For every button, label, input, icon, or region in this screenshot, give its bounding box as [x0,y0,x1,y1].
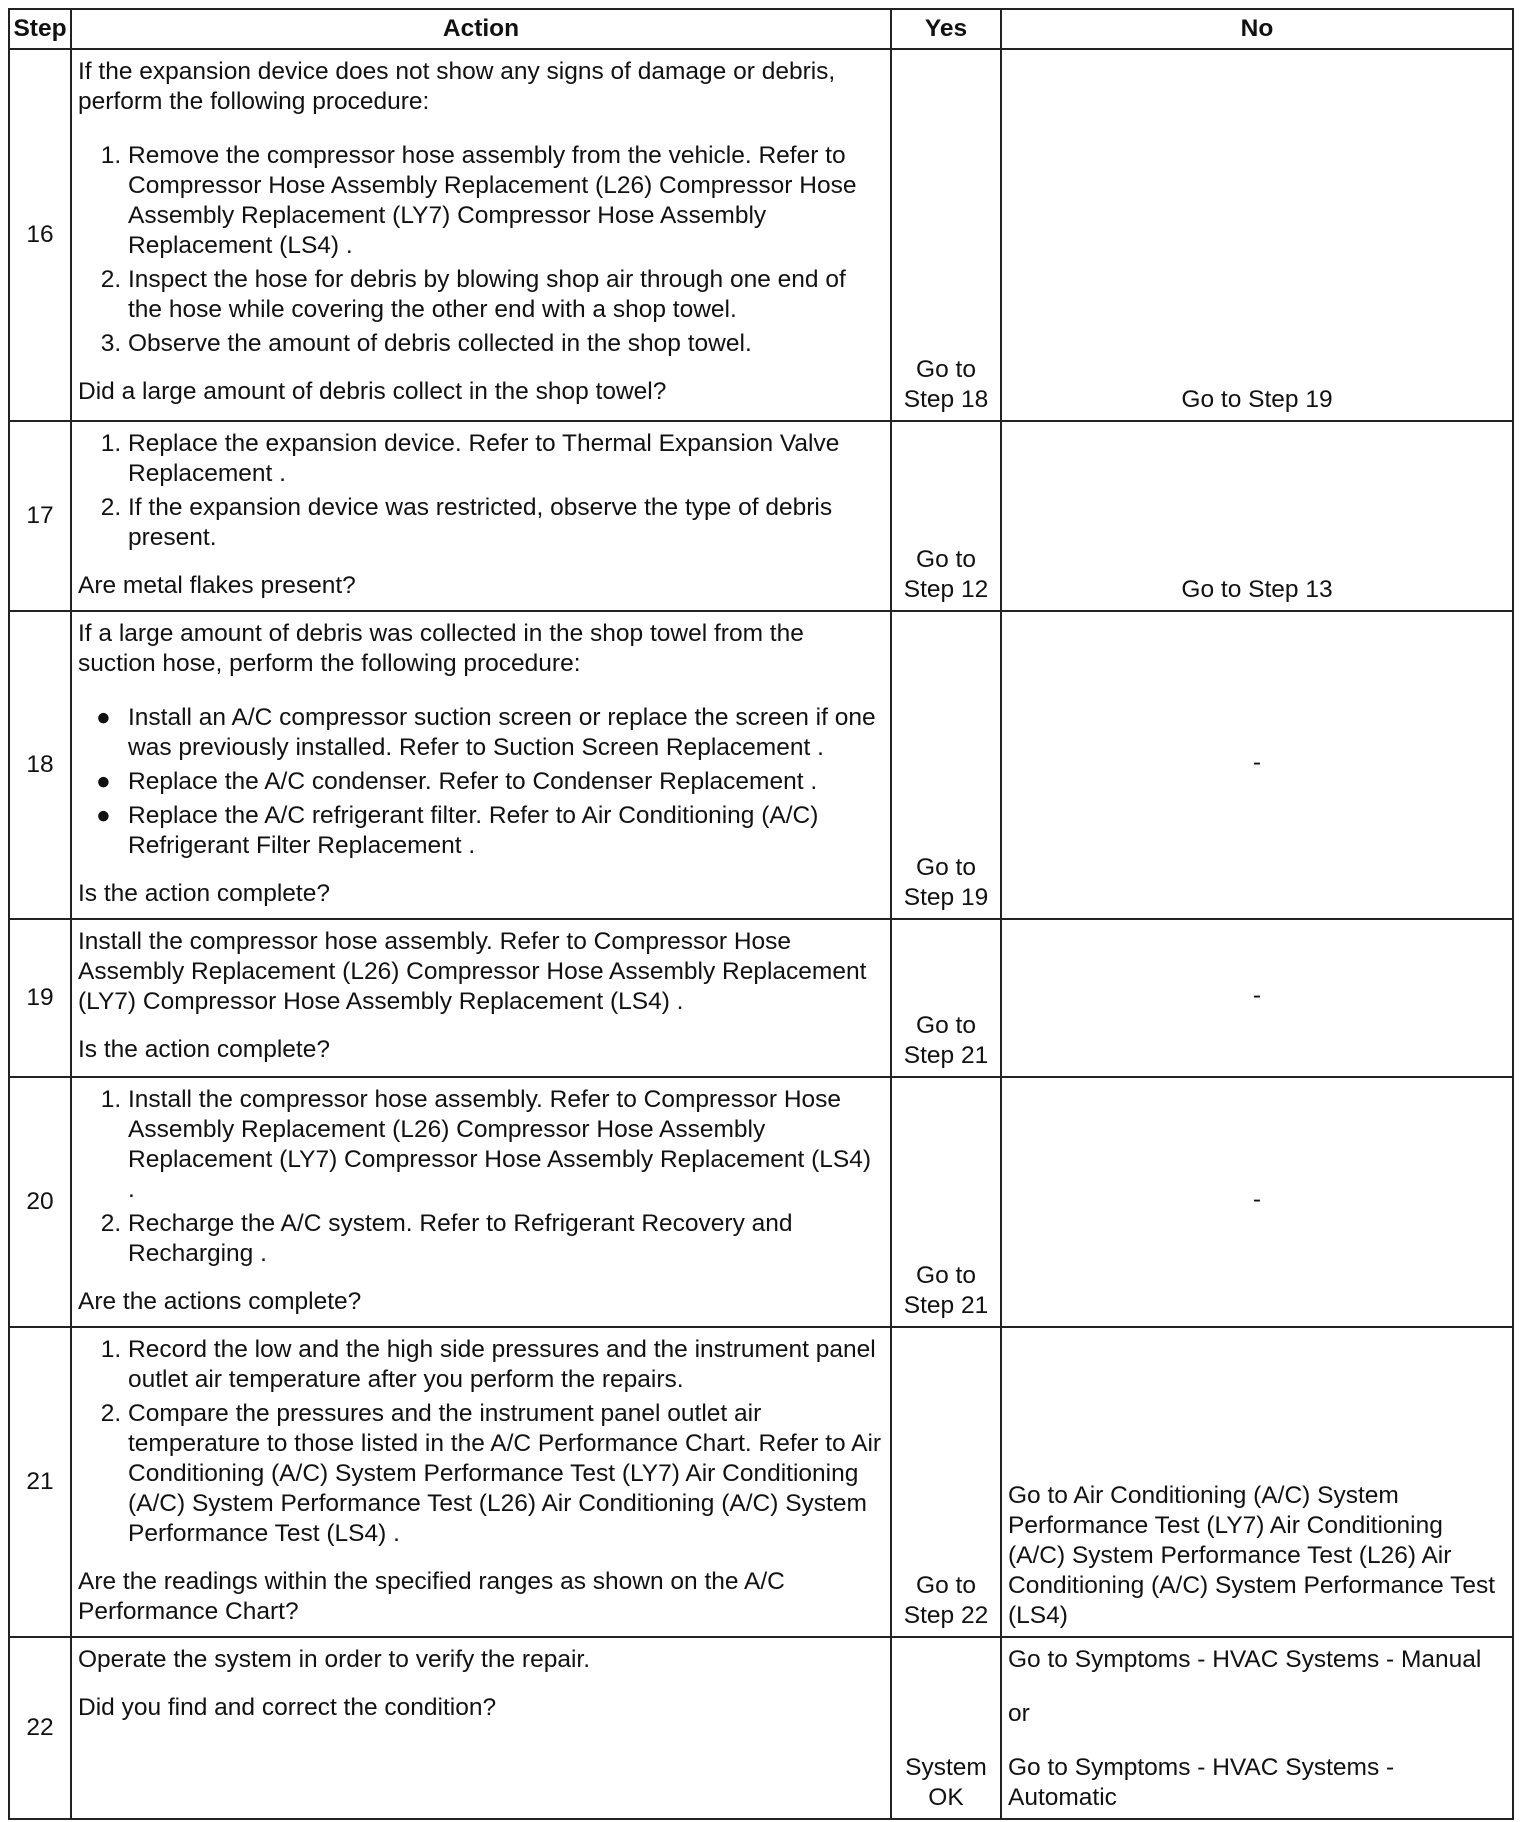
action-cell [71,1077,891,1327]
no-cell: Go to Step 19 [1001,49,1513,421]
numbered-list [78,1085,884,1269]
action-cell [71,1637,891,1819]
no-cell: Go to Step 13 [1001,421,1513,611]
yes-cell: Go to Step 12 [891,421,1001,611]
header-action: Action [71,9,891,49]
step-number: 19 [9,919,71,1077]
numbered-list [78,429,884,553]
action-question: Is the action complete? [78,1036,330,1063]
list-item: 2. Compare the pressures and the instrument panel outlet air temperature to those listed in the A/C Performance Chart. Refer to Air Conditioning (A/C) System Performance Test (LY7) Air Conditioning (A/C) System Performance Test (L26) Air Conditioning (A/C) System Performance Test (LS4) . [128,1399,884,1549]
list-item: 1. Install the compressor hose assembly. Refer to Compressor Hose Assembly Replacement (L26) Compressor Hose Assembly Replacement (LY7) Compressor Hose Assembly Replacement (LS4) . [128,1085,884,1205]
action-intro: Install the compressor hose assembly. Refer to Compressor Hose Assembly Replacement (L26) Compressor Hose Assembly Replacement (LY7) Compressor Hose Assembly Replacement (LS4) . [78,928,867,1015]
action-cell [71,611,891,919]
list-item-text: Replace the A/C condenser. Refer to Condenser Replacement . [128,768,818,795]
action-cell [71,49,891,421]
step-number: 16 [9,49,71,421]
diagnostic-table-page [8,8,1512,1820]
action-cell [71,919,891,1077]
step-number: 17 [9,421,71,611]
action-cell [71,421,891,611]
list-item [96,801,884,861]
header-yes: Yes [891,9,1001,49]
list-item: 1. Replace the expansion device. Refer to Thermal Expansion Valve Replacement . [128,429,884,489]
list-item-text: Install an A/C compressor suction screen or replace the screen if one was previously installed. Refer to Suction Screen Replacement . [128,704,876,761]
no-cell: - [1001,919,1513,1077]
no-line: or [1008,1700,1030,1727]
numbered-list [78,141,884,359]
yes-cell: Go to Step 21 [891,1077,1001,1327]
action-question: Did a large amount of debris collect in the shop towel? [78,378,667,405]
bullet-list [78,703,884,861]
list-item [96,703,884,763]
action-question: Did you find and correct the condition? [78,1694,497,1721]
step-number: 20 [9,1077,71,1327]
no-cell: - [1001,1077,1513,1327]
action-question: Are the readings within the specified ranges as shown on the A/C Performance Chart? [78,1568,785,1625]
table-row [9,919,1513,1077]
numbered-list [78,1335,884,1549]
list-item-text: Replace the A/C refrigerant filter. Refer to Air Conditioning (A/C) Refrigerant Filter Replacement . [128,802,819,859]
table-row [9,1327,1513,1637]
yes-cell: Go to Step 22 [891,1327,1001,1637]
list-item: 3. Observe the amount of debris collected in the shop towel. [128,329,884,359]
no-cell: - [1001,611,1513,919]
yes-cell: Go to Step 21 [891,919,1001,1077]
action-intro: If the expansion device does not show any signs of damage or debris, perform the following procedure: [78,58,836,115]
table-row [9,1637,1513,1819]
bullet-icon: ● [96,802,111,829]
action-cell [71,1327,891,1637]
step-number: 22 [9,1637,71,1819]
action-question: Are metal flakes present? [78,572,356,599]
no-cell [1001,1637,1513,1819]
table-row [9,49,1513,421]
list-item: 1. Remove the compressor hose assembly from the vehicle. Refer to Compressor Hose Assembly Replacement (L26) Compressor Hose Assembly Replacement (LY7) Compressor Hose Assembly Replacement (LS4) . [128,141,884,261]
yes-cell: System OK [891,1637,1001,1819]
step-number: 21 [9,1327,71,1637]
diagnostic-table [8,8,1514,1820]
action-intro: If a large amount of debris was collected in the shop towel from the suction hose, perform the following procedure: [78,620,804,677]
list-item: 2. If the expansion device was restricted, observe the type of debris present. [128,493,884,553]
yes-cell: Go to Step 18 [891,49,1001,421]
action-question: Are the actions complete? [78,1288,362,1315]
bullet-icon: ● [96,768,111,795]
no-line: Go to Symptoms - HVAC Systems - Automatic [1008,1754,1395,1811]
table-row [9,421,1513,611]
list-item: 2. Recharge the A/C system. Refer to Refrigerant Recovery and Recharging . [128,1209,884,1269]
list-item: 1. Record the low and the high side pressures and the instrument panel outlet air temperature after you perform the repairs. [128,1335,884,1395]
action-question: Is the action complete? [78,880,330,907]
list-item: 2. Inspect the hose for debris by blowing shop air through one end of the hose while covering the other end with a shop towel. [128,265,884,325]
step-number: 18 [9,611,71,919]
bullet-icon: ● [96,704,111,731]
table-row [9,611,1513,919]
header-step: Step [9,9,71,49]
no-cell: Go to Air Conditioning (A/C) System Performance Test (LY7) Air Conditioning (A/C) System Performance Test (L26) Air Conditioning (A/C) System Performance Test (LS4) [1001,1327,1513,1637]
yes-cell: Go to Step 19 [891,611,1001,919]
table-row [9,1077,1513,1327]
header-no: No [1001,9,1513,49]
table-header-row [9,9,1513,49]
list-item [96,767,884,797]
action-intro: Operate the system in order to verify the repair. [78,1646,591,1673]
no-line: Go to Symptoms - HVAC Systems - Manual [1008,1646,1482,1673]
